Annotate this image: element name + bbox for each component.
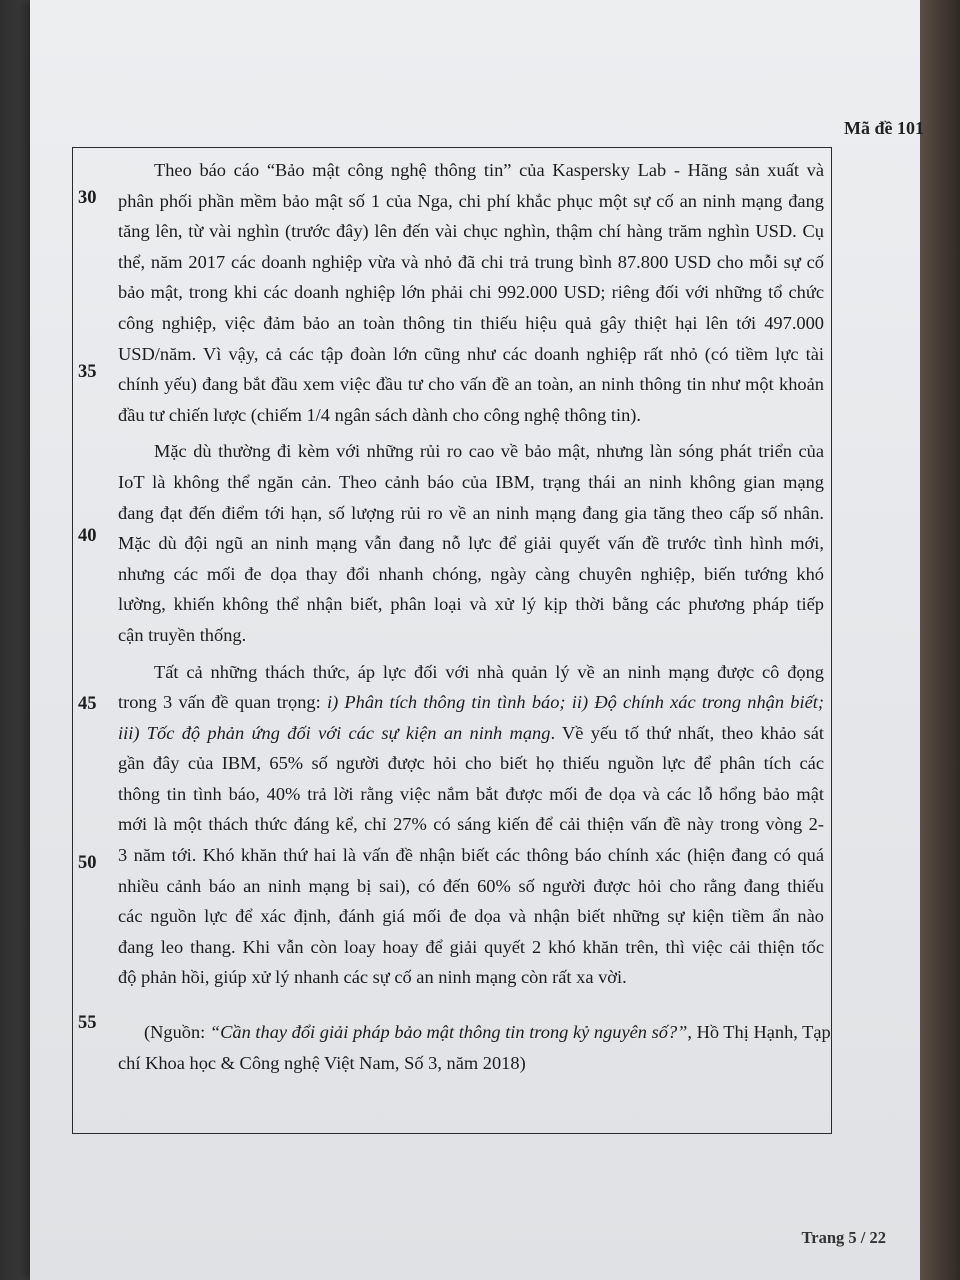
passage-text: . Về yếu tố thứ nhất, theo khảo sát xyxy=(550,722,824,743)
passage-line: nhưng các mối đe dọa thay đổi nhanh chóng, ngày càng chuyên nghiệp, biến tướng khó xyxy=(118,563,824,584)
passage-text: trong 3 vấn đề quan trọng: xyxy=(118,692,327,713)
passage-line: chính yếu) đang bắt đầu xem việc đầu tư cho vấn đề an toàn, an ninh thông tin như một khoản xyxy=(118,374,824,395)
background-right xyxy=(920,0,960,1280)
citation-title: “Cần thay đổi giải pháp bảo mật thông tin trong kỷ nguyên số?” xyxy=(209,1022,688,1043)
passage-line: gần đây của IBM, 65% số người được hỏi cho biết họ thiếu nguồn lực để phân tích các xyxy=(118,753,824,774)
paragraph-2 xyxy=(118,436,824,650)
citation-line xyxy=(118,1017,831,1048)
passage-line: 3 năm tới. Khó khăn thứ hai là vấn đề nhận biết các thông báo chính xác (hiện đang có quá xyxy=(118,845,824,866)
passage-line: mới là một thách thức đáng kể, chỉ 27% có sáng kiến để cải thiện vấn đề này trong vòng 2- xyxy=(118,814,824,835)
passage-line: đang đạt đến điểm tới hạn, số lượng rủi ro về an ninh mạng đang gia tăng theo cấp số nhân. xyxy=(118,502,824,523)
citation-text: (Nguồn: xyxy=(144,1022,210,1043)
exam-code: Mã đề 101 xyxy=(844,118,924,138)
line-number-40: 40 xyxy=(78,526,97,546)
passage-emphasis: iii) Tốc độ phản ứng đối với các sự kiện an ninh mạng xyxy=(118,722,551,743)
passage-line xyxy=(118,687,824,718)
passage-emphasis: i) Phân tích thông tin tình báo; ii) Độ chính xác trong nhận biết; xyxy=(326,692,824,713)
passage-line: IoT là không thể ngăn cản. Theo cảnh báo của IBM, trạng thái an ninh không gian mạng xyxy=(118,471,824,492)
paragraph-1 xyxy=(118,155,824,430)
passage-line: các nguồn lực để xác định, đánh giá mối đe dọa và nhận biết những sự kiện tiềm ẩn nào xyxy=(118,906,824,927)
passage-line: lường, khiến không thể nhận biết, phân loại và xử lý kịp thời bằng các phương pháp tiếp xyxy=(118,594,824,615)
passage-line: nhiều cảnh báo an ninh mạng bị sai), có đến 60% số người được hỏi cho rằng đang thiếu xyxy=(118,875,824,896)
passage-line: tăng lên, từ vài nghìn (trước đây) lên đến vài chục nghìn, thậm chí hàng trăm nghìn USD. Cụ xyxy=(118,221,824,242)
source-citation xyxy=(118,1017,831,1078)
citation-text: , Hồ Thị Hạnh, Tạp xyxy=(687,1022,831,1043)
line-number-50: 50 xyxy=(78,853,97,873)
line-number-30: 30 xyxy=(78,188,97,208)
passage-line: thông tin tình báo, 40% trả lời rằng việc nắm bắt được mối đe dọa và các lỗ hổng bảo mật xyxy=(118,783,824,804)
passage-line: cận truyền thống. xyxy=(118,624,247,645)
passage-line xyxy=(118,718,824,749)
passage-line: Tất cả những thách thức, áp lực đối với nhà quản lý về an ninh mạng được cô đọng xyxy=(154,661,824,682)
paragraph-3 xyxy=(118,657,824,994)
passage-line: Theo báo cáo “Bảo mật công nghệ thông tin” của Kaspersky Lab - Hãng sản xuất và xyxy=(154,160,824,180)
line-number-55: 55 xyxy=(78,1013,97,1033)
passage-line: đang leo thang. Khi vẫn còn loay hoay để giải quyết 2 khó khăn trên, thì việc cải thiện tốc xyxy=(118,936,824,957)
passage-line: đầu tư chiến lược (chiếm 1/4 ngân sách dành cho công nghệ thông tin). xyxy=(118,404,642,425)
line-number-35: 35 xyxy=(78,362,97,382)
passage-line: thể, năm 2017 các doanh nghiệp vừa và nhỏ đã chi trả trung bình 87.800 USD cho mỗi sự cố xyxy=(118,251,824,272)
passage-line: Mặc dù đội ngũ an ninh mạng vẫn đang nỗ lực để giải quyết vấn đề trước tình hình mới, xyxy=(118,533,824,554)
line-number-45: 45 xyxy=(78,694,97,714)
reading-passage xyxy=(118,155,831,1078)
passage-line: phân phối phần mềm bảo mật số 1 của Nga, chi phí khắc phục một sự cố an ninh mạng đang xyxy=(118,190,824,211)
page-number: Trang 5 / 22 xyxy=(801,1228,886,1247)
passage-line: độ phản hồi, giúp xử lý nhanh các sự cố an ninh mạng còn rất xa vời. xyxy=(118,967,627,988)
passage-line: công nghiệp, việc đảm bảo an toàn thông tin thiếu hiệu quả gây thiệt hại lên tới 497.000 xyxy=(118,312,824,333)
passage-line: USD/năm. Vì vậy, cả các tập đoàn lớn cũng như các doanh nghiệp rất nhỏ (có tiềm lực tài xyxy=(118,343,824,364)
passage-line: Mặc dù thường đi kèm với những rủi ro cao về bảo mật, nhưng làn sóng phát triển của xyxy=(154,441,824,462)
citation-line: chí Khoa học & Công nghệ Việt Nam, Số 3, năm 2018) xyxy=(118,1052,526,1073)
passage-line: bảo mật, trong khi các doanh nghiệp lớn phải chi 992.000 USD; riêng đối với những tổ chức xyxy=(118,282,824,303)
